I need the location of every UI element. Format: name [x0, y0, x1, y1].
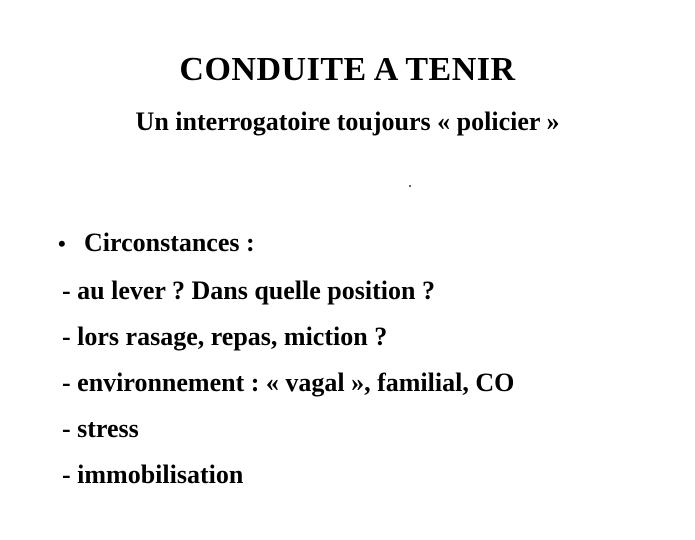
slide-subtitle: Un interrogatoire toujours « policier »: [135, 107, 560, 136]
bullet-label: Circonstances :: [84, 228, 255, 257]
sub-item-immobilisation: - immobilisation: [62, 460, 244, 489]
slide-title: CONDUITE A TENIR: [179, 51, 516, 88]
sub-item-au-lever: - au lever ? Dans quelle position ?: [62, 276, 435, 305]
bullet-circonstances: [58, 223, 255, 264]
sub-item-list: [62, 268, 514, 498]
sub-item-environnement: - environnement : « vagal », familial, CO: [62, 368, 515, 397]
sub-item-stress: - stress: [62, 414, 139, 443]
sub-item-rasage: - lors rasage, repas, miction ?: [62, 322, 388, 351]
bullet-icon: •: [58, 231, 66, 256]
small-dot-mark: [409, 185, 411, 187]
